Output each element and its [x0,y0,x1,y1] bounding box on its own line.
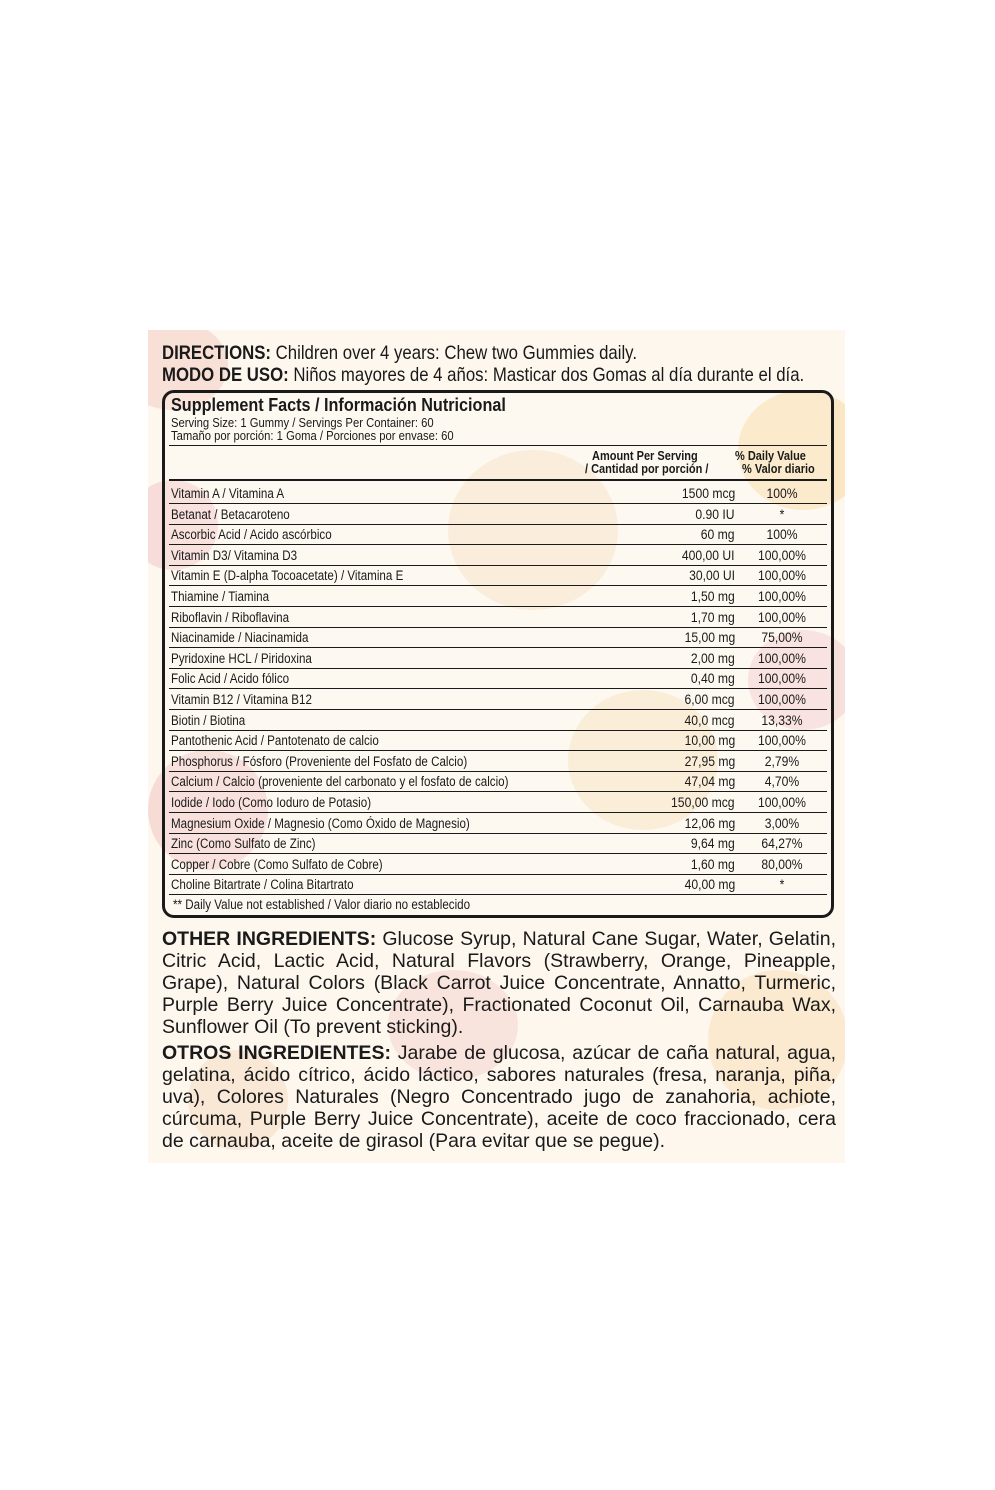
nutrient-daily-value: 100% [766,486,798,501]
nutrient-name: Vitamin D3/ Vitamina D3 [171,547,298,563]
nutrient-name: Choline Bitartrate / Colina Bitartrato [171,877,354,893]
nutrient-daily-value: 2,79% [764,753,800,769]
nutrient-name: Thiamine / Tiamina [171,589,270,604]
directions-es [162,364,805,386]
nutrient-name: Phosphorus / Fósforo (Proveniente del Fosfato de Calcio) [171,753,468,769]
nutrient-daily-value: 100,00% [758,547,806,563]
nutrient-amount: 0,40 mg [691,671,735,687]
nutrient-daily-value: 64,27% [761,836,803,852]
nutrient-amount: 0.90 IU [695,506,735,522]
nutrient-amount: 1,50 mg [691,589,735,604]
nutrient-amount: 40,00 mg [684,877,735,893]
nutrient-daily-value: * [779,877,785,893]
nutrient-amount: 27,95 mg [684,753,735,769]
nutrient-daily-value: 80,00% [761,856,803,872]
amount-header-1: Amount Per Serving [592,449,698,463]
directions-en-label: DIRECTIONS: [162,342,272,364]
label-panel [148,330,845,1163]
directions-es-label: MODO DE USO: [162,364,289,386]
facts-row [171,607,825,628]
facts-row [171,504,825,525]
facts-row [171,710,825,731]
nutrient-name: Pantothenic Acid / Pantotenato de calcio [171,733,379,749]
other-ingredients [162,928,836,1038]
nutrient-daily-value: * [779,506,785,522]
facts-row [171,483,825,504]
directions [162,342,805,386]
otros-ingredientes-text: Jarabe de glucosa, azúcar de caña natural, agua, gelatina, ácido cítrico, ácido láctico, sabores naturales (fresa, naranja, piña, uva), Colores Naturales (Negro Concentrado jugo de zanahoria, achiote, cúrcuma, Purple Berry Juice Concentrate), aceite de coco fraccionado, cera de carnauba, aceite de girasol (Para evitar que se pegue). [162,1042,836,1152]
nutrient-daily-value: 100,00% [758,671,806,687]
facts-row [171,771,825,792]
facts-row [171,524,825,545]
nutrient-daily-value: 100,00% [758,692,806,707]
nutrient-amount: 1,60 mg [691,856,735,872]
facts-row [171,648,825,669]
nutrient-amount: 40,0 mcg [685,712,735,728]
nutrient-amount: 12,06 mg [684,815,735,831]
otros-ingredientes-label: OTROS INGREDIENTES: [162,1042,391,1064]
facts-row [171,751,825,772]
nutrient-name: Magnesium Oxide / Magnesio (Como Óxido de Magnesio) [171,815,470,831]
supplement-facts-box [162,390,834,918]
nutrient-daily-value: 100,00% [758,609,806,625]
nutrient-daily-value: 100,00% [758,589,806,604]
row-divider [169,894,827,895]
dv-header-1: % Daily Value [735,449,806,463]
facts-row [171,586,825,607]
nutrient-daily-value: 100,00% [758,733,806,749]
directions-en [162,342,747,364]
nutrient-daily-value: 100,00% [758,568,806,584]
nutrient-amount: 47,04 mg [684,774,735,790]
facts-row [171,668,825,689]
facts-row [171,689,825,710]
nutrient-name: Iodide / Iodo (Como Ioduro de Potasio) [171,795,372,810]
dv-header-2: % Valor diario [742,462,815,476]
nutrient-amount: 6,00 mcg [685,692,735,707]
nutrient-amount: 1,70 mg [691,609,735,625]
nutrient-name: Betanat / Betacaroteno [171,506,290,522]
nutrient-amount: 15,00 mg [684,630,735,646]
nutrient-daily-value: 4,70% [764,774,800,790]
facts-row [171,730,825,751]
serving-size-en: Serving Size: 1 Gummy / Servings Per Container: 60 [171,416,434,430]
facts-row [171,854,825,875]
serving-size-es: Tamaño por porción: 1 Goma / Porciones por envase: 60 [171,429,454,443]
directions-en-text: Children over 4 years: Chew two Gummies daily. [271,342,637,364]
nutrient-name: Vitamin B12 / Vitamina B12 [171,692,312,707]
facts-row [171,874,825,895]
nutrient-amount: 9,64 mg [691,836,735,852]
footnote: ** Daily Value not established / Valor diario no establecido [173,897,471,912]
nutrient-daily-value: 3,00% [764,815,800,831]
divider-thick [169,479,827,481]
otros-ingredientes [162,1042,836,1152]
nutrient-amount: 2,00 mg [691,650,735,666]
nutrient-daily-value: 75,00% [761,630,803,646]
nutrient-amount: 150,00 mcg [671,795,735,810]
nutrient-daily-value: 100,00% [758,795,806,810]
nutrient-amount: 30,00 UI [689,568,735,584]
nutrient-name: Ascorbic Acid / Acido ascórbico [171,527,332,543]
facts-row [171,627,825,648]
nutrient-daily-value: 100% [766,527,798,543]
facts-row [171,545,825,566]
nutrient-name: Folic Acid / Acido fólico [171,671,290,687]
nutrient-name: Vitamin E (D-alpha Tocoacetate) / Vitamina E [171,568,404,584]
facts-row [171,833,825,854]
nutrient-name: Pyridoxine HCL / Piridoxina [171,650,312,666]
divider [169,445,827,446]
nutrient-name: Calcium / Calcio (proveniente del carbonato y el fosfato de calcio) [171,774,509,790]
nutrient-name: Biotin / Biotina [171,712,246,728]
facts-title: Supplement Facts / Información Nutricional [171,395,506,415]
other-ingredients-label: OTHER INGREDIENTS: [162,928,377,950]
nutrient-name: Niacinamide / Niacinamida [171,630,309,646]
nutrient-amount: 10,00 mg [684,733,735,749]
nutrient-amount: 400,00 UI [682,547,735,563]
nutrient-name: Copper / Cobre (Como Sulfato de Cobre) [171,856,383,872]
directions-es-text: Niños mayores de 4 años: Masticar dos Gomas al día durante el día. [288,364,805,386]
facts-row [171,565,825,586]
amount-header-2: / Cantidad por porción / [585,462,709,476]
facts-row [171,813,825,834]
other-ingredients-text: Glucose Syrup, Natural Cane Sugar, Water, Gelatin, Citric Acid, Lactic Acid, Natural Flavors (Strawberry, Orange, Pineapple, Grape), Natural Colors (Black Carrot Juice Concentrate, Annatto, Turmeric, Purple Berry Juice Concentrate), Fractionated Coconut Oil, Carnauba Wax, Sunflower Oil (To prevent sticking). [162,928,836,1038]
nutrient-daily-value: 13,33% [761,712,803,728]
nutrient-name: Riboflavin / Riboflavina [171,609,290,625]
nutrient-amount: 60 mg [701,527,735,543]
nutrient-amount: 1500 mcg [681,486,735,501]
nutrient-daily-value: 100,00% [758,650,806,666]
nutrient-name: Zinc (Como Sulfato de Zinc) [171,836,316,852]
facts-row [171,792,825,813]
nutrient-name: Vitamin A / Vitamina A [171,486,285,501]
